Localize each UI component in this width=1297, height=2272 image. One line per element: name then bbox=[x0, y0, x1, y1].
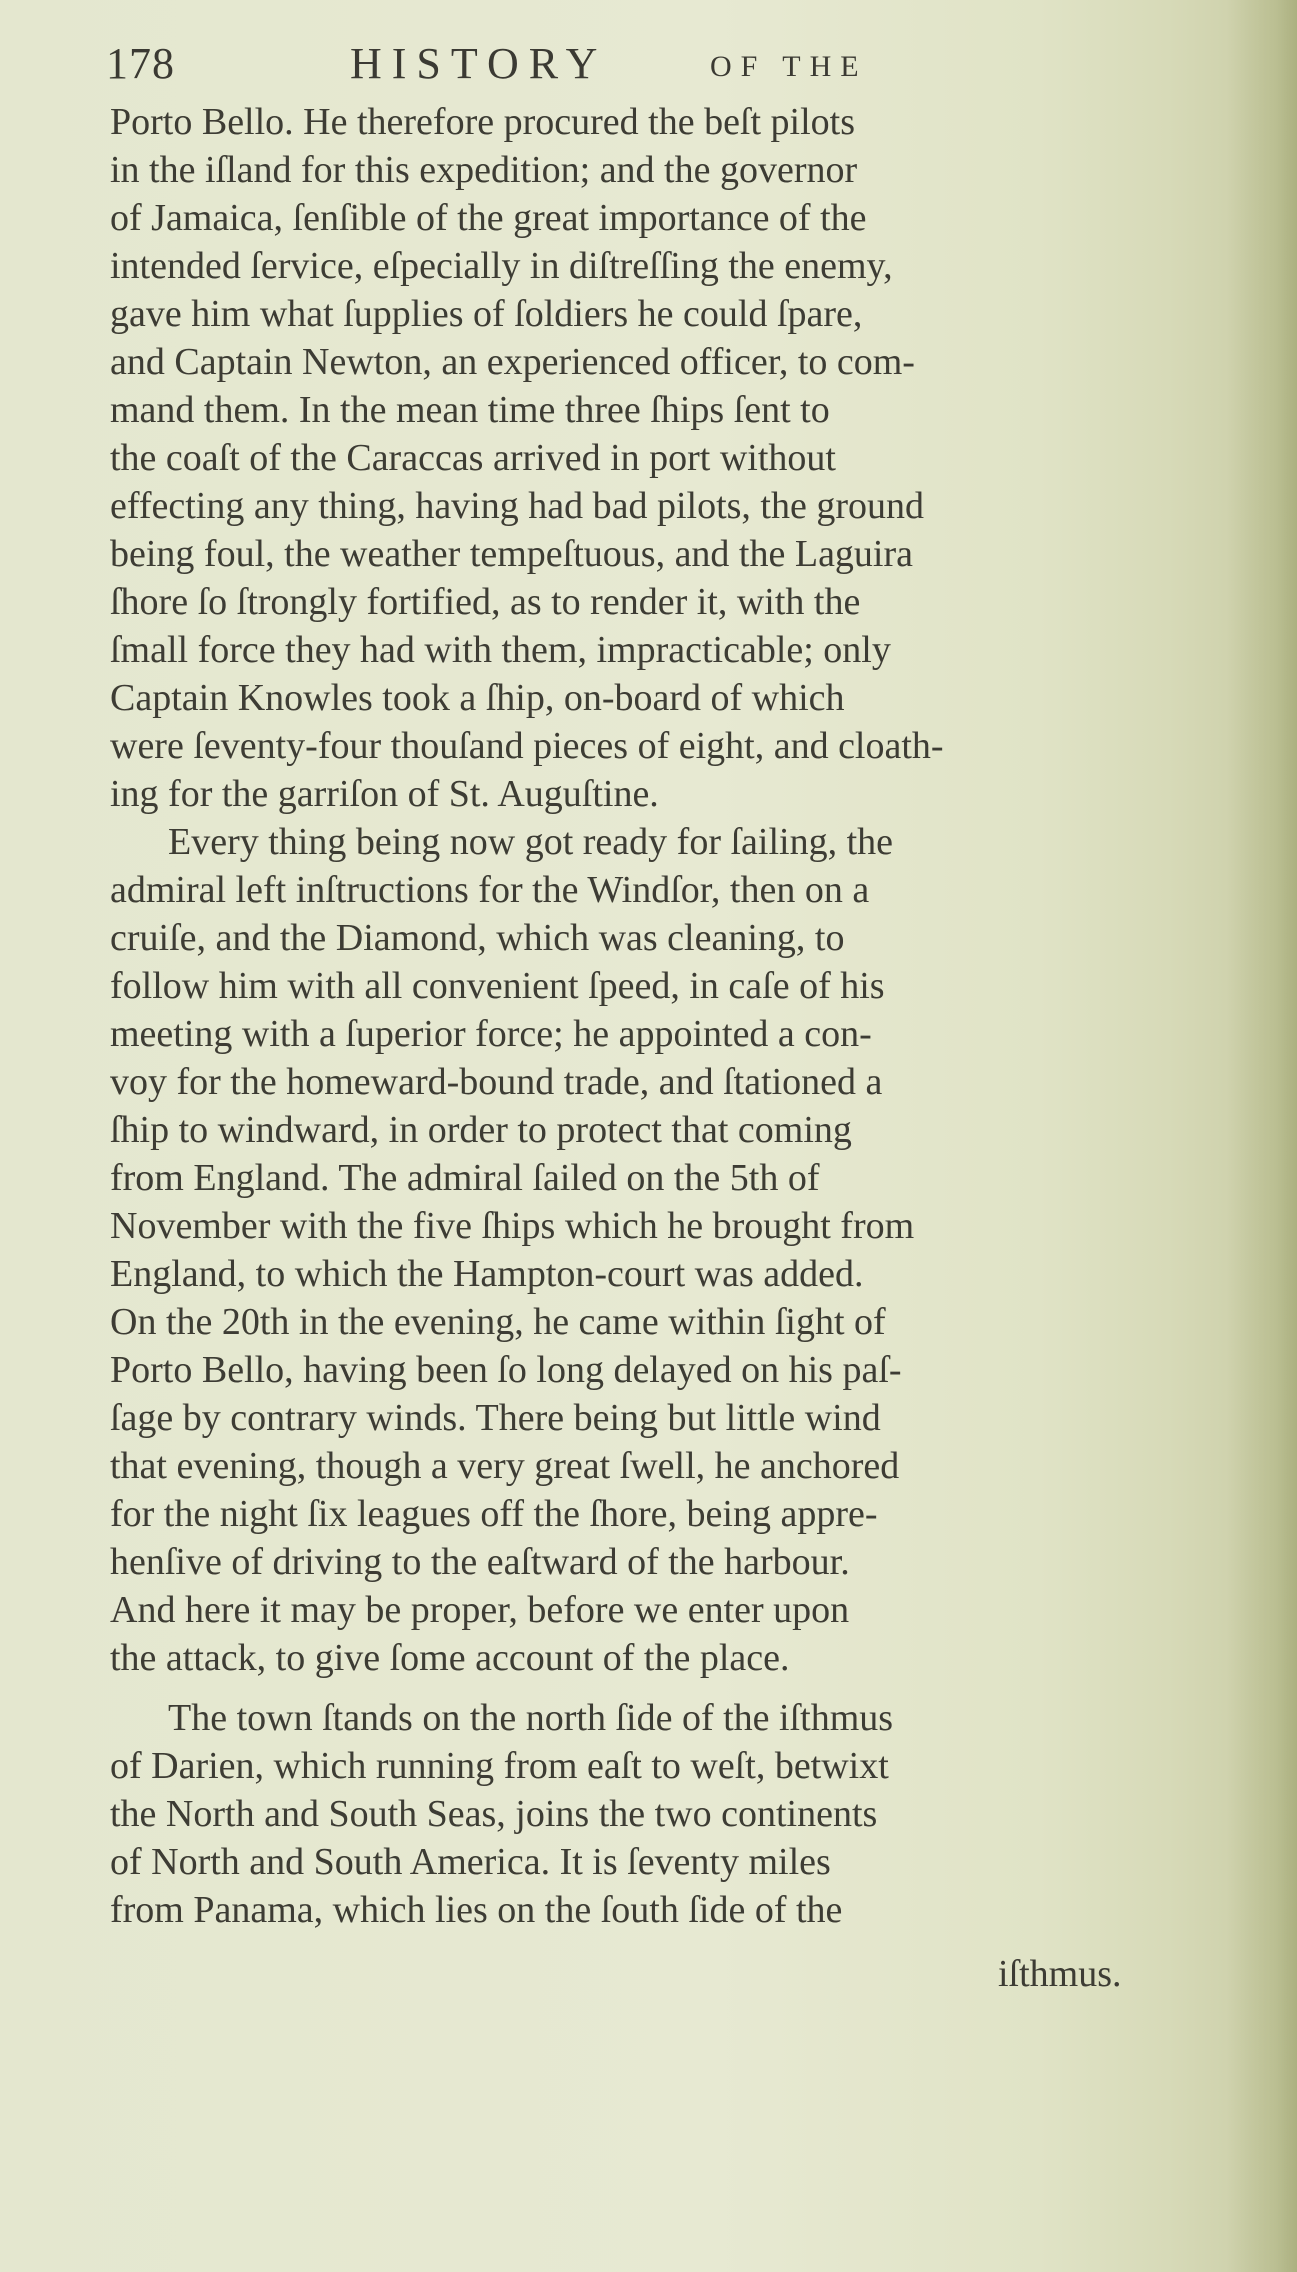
catchword: iſthmus. bbox=[998, 1953, 1122, 1995]
page-number: 178 bbox=[106, 39, 175, 88]
text-line: the coaſt of the Caraccas arrived in port without bbox=[110, 437, 836, 479]
text-line: gave him what ſupplies of ſoldiers he could ſpare, bbox=[110, 293, 863, 335]
text-line: and Captain Newton, an experienced officer, to com- bbox=[110, 341, 915, 383]
text-line: effecting any thing, having had bad pilots, the ground bbox=[110, 485, 925, 527]
text-line: And here it may be proper, before we enter upon bbox=[110, 1589, 850, 1631]
running-title: HISTORY bbox=[350, 39, 608, 88]
text-line: in the iſland for this expedition; and the governor bbox=[110, 149, 858, 191]
text-line: Porto Bello. He therefore procured the beſt pilots bbox=[110, 101, 856, 143]
text-line: voy for the homeward-bound trade, and ſtationed a bbox=[110, 1061, 883, 1103]
text-line: ſmall force they had with them, impracticable; only bbox=[110, 629, 891, 671]
page-edge-shadow bbox=[1227, 0, 1297, 2272]
text-line: On the 20th in the evening, he came within ſight of bbox=[110, 1301, 886, 1343]
text-line: ſhip to windward, in order to protect that coming bbox=[110, 1109, 852, 1151]
text-line: England, to which the Hampton-court was added. bbox=[110, 1253, 864, 1295]
text-line: the North and South Seas, joins the two continents bbox=[110, 1793, 878, 1835]
text-line: meeting with a ſuperior force; he appointed a con- bbox=[110, 1013, 872, 1055]
running-title-suffix: OF THE bbox=[710, 50, 868, 83]
text-line: ing for the garriſon of St. Auguſtine. bbox=[110, 773, 659, 815]
text-line: mand them. In the mean time three ſhips ſent to bbox=[110, 389, 830, 431]
text-line: for the night ſix leagues off the ſhore, being appre- bbox=[110, 1493, 878, 1535]
text-line: that evening, though a very great ſwell, he anchored bbox=[110, 1445, 900, 1487]
text-line: Captain Knowles took a ſhip, on-board of which bbox=[110, 677, 845, 719]
text-line: were ſeventy-four thouſand pieces of eight, and cloath- bbox=[110, 725, 944, 767]
text-line: ſhore ſo ſtrongly fortified, as to render it, with the bbox=[110, 581, 861, 623]
text-line: henſive of driving to the eaſtward of the harbour. bbox=[110, 1541, 850, 1583]
text-line: follow him with all convenient ſpeed, in caſe of his bbox=[110, 965, 885, 1007]
text-line: of North and South America. It is ſeventy miles bbox=[110, 1841, 831, 1883]
paragraph-first-line: Every thing being now got ready for ſailing, the bbox=[168, 821, 893, 863]
text-line: ſage by contrary winds. There being but little wind bbox=[110, 1397, 881, 1439]
text-line: being foul, the weather tempeſtuous, and the Laguira bbox=[110, 533, 914, 575]
running-header bbox=[106, 38, 1106, 98]
text-line: of Jamaica, ſenſible of the great importance of the bbox=[110, 197, 867, 239]
text-line: the attack, to give ſome account of the place. bbox=[110, 1637, 790, 1679]
text-line: Porto Bello, having been ſo long delayed on his paſ- bbox=[110, 1349, 902, 1391]
paragraph-first-line: The town ſtands on the north ſide of the iſthmus bbox=[168, 1697, 894, 1739]
text-line: from England. The admiral ſailed on the 5th of bbox=[110, 1157, 820, 1199]
text-line: from Panama, which lies on the ſouth ſide of the bbox=[110, 1889, 843, 1931]
text-line: admiral left inſtructions for the Windſor, then on a bbox=[110, 869, 870, 911]
text-line: intended ſervice, eſpecially in diſtreſſing the enemy, bbox=[110, 245, 893, 287]
text-line: November with the five ſhips which he brought from bbox=[110, 1205, 915, 1247]
text-line: of Darien, which running from eaſt to weſt, betwixt bbox=[110, 1745, 889, 1787]
text-line: cruiſe, and the Diamond, which was cleaning, to bbox=[110, 917, 845, 959]
